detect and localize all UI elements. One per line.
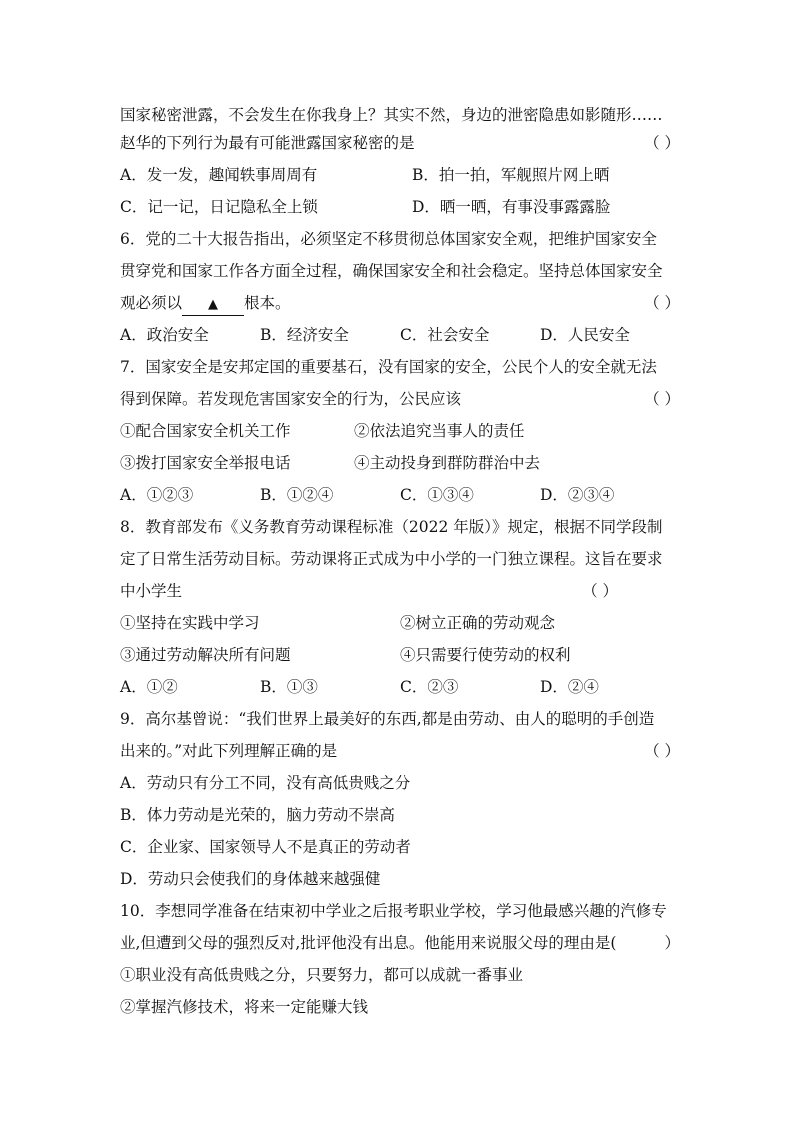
text: 6．党的二十大报告指出，必须坚定不移贯彻总体国家安全观，把维护国家安全 — [120, 230, 657, 248]
text: 观必须以 — [120, 294, 183, 312]
item-1: ①坚持在实践中学习 — [120, 614, 260, 632]
option-b: B．①③ — [260, 678, 318, 696]
q7-options — [120, 482, 680, 508]
q9-option-a — [120, 770, 680, 796]
q8-stem-line-2 — [120, 546, 680, 572]
q6-options — [120, 322, 680, 348]
option-b: B．拍一拍，军舰照片网上晒 — [412, 166, 610, 184]
option-b: B．经济安全 — [260, 326, 349, 344]
text: C．企业家、国家领导人不是真正的劳动者 — [120, 838, 411, 856]
item-3: ③拨打国家安全举报电话 — [120, 454, 291, 472]
q5-stem-line-2 — [120, 130, 680, 156]
text: B．体力劳动是光荣的，脑力劳动不崇高 — [120, 806, 395, 824]
q5-stem-line-1 — [120, 102, 680, 128]
text: 10．李想同学准备在结束初中学业之后报考职业学校，学习他最感兴趣的汽修专 — [120, 902, 667, 920]
text: 国家秘密泄露，不会发生在你我身上？其实不然，身边的泄密隐患如影随形…… — [120, 106, 663, 124]
text: 得到保障。若发现危害国家安全的行为，公民应该 — [120, 390, 462, 408]
answer-paren: （ ） — [644, 294, 680, 312]
item-1: ①配合国家安全机关工作 — [120, 422, 291, 440]
q8-stem-line-3 — [120, 578, 680, 604]
answer-paren-close: ） — [664, 934, 680, 952]
text: D．劳动只会使我们的身体越来越强健 — [120, 870, 381, 888]
option-a: A．政治安全 — [120, 326, 209, 344]
q7-stem-line-2 — [120, 386, 680, 412]
q6-stem-line-3 — [120, 290, 680, 316]
q5-options-row-1 — [120, 162, 680, 188]
q7-stem-line-1 — [120, 354, 680, 380]
item-3: ③通过劳动解决所有问题 — [120, 646, 291, 664]
q10-item-1 — [120, 962, 680, 988]
answer-paren: （ ） — [644, 742, 680, 760]
option-a: A．发一发，趣闻轶事周周有 — [120, 166, 318, 184]
q8-stem-line-1 — [120, 514, 680, 540]
q10-stem-line-1 — [120, 898, 680, 924]
text: 赵华的下列行为最有可能泄露国家秘密的是 — [120, 134, 415, 152]
q9-option-d — [120, 866, 680, 892]
q9-option-b — [120, 802, 680, 828]
text: 根本。 — [244, 294, 291, 312]
q5-options-row-2 — [120, 194, 680, 220]
answer-paren: （ ） — [644, 134, 680, 152]
answer-paren: （ ） — [582, 582, 618, 600]
text: 8．教育部发布《义务教育劳动课程标准（2022 年版）》规定，根据不同学段制 — [120, 518, 663, 536]
q8-items-row-1 — [120, 610, 680, 636]
q7-items-row-1 — [120, 418, 680, 444]
text: 9．高尔基曾说：“我们世界上最美好的东西,都是由劳动、由人的聪明的手创造 — [120, 710, 655, 728]
item-4: ④只需要行使劳动的权利 — [400, 646, 571, 664]
triangle-icon: ▲ — [208, 297, 219, 312]
option-d: D．晒一晒，有事没事露露脸 — [412, 198, 611, 216]
option-a: A．①②③ — [120, 486, 194, 504]
option-c: C．记一记，日记隐私全上锁 — [120, 198, 318, 216]
option-d: D．②④ — [540, 678, 599, 696]
text: 业,但遭到父母的强烈反对,批评他没有出息。他能用来说服父母的理由是( — [120, 934, 617, 952]
q8-items-row-2 — [120, 642, 680, 668]
option-c: C．②③ — [400, 678, 459, 696]
q6-stem-line-1 — [120, 226, 680, 252]
q8-options — [120, 674, 680, 700]
item-2: ②树立正确的劳动观念 — [400, 614, 556, 632]
text: 中小学生 — [120, 582, 183, 600]
q10-stem-line-2 — [120, 930, 680, 956]
option-b: B．①②④ — [260, 486, 334, 504]
text: 贯穿党和国家工作各方面全过程，确保国家安全和社会稳定。坚持总体国家安全 — [120, 262, 663, 280]
text: ①职业没有高低贵贱之分，只要努力，都可以成就一番事业 — [120, 966, 524, 984]
q10-item-2 — [120, 994, 680, 1020]
q9-stem-line-2 — [120, 738, 680, 764]
item-4: ④主动投身到群防群治中去 — [354, 454, 541, 472]
option-a: A．①② — [120, 678, 178, 696]
option-d: D．人民安全 — [540, 326, 630, 344]
q9-option-c — [120, 834, 680, 860]
option-c: C．社会安全 — [400, 326, 490, 344]
answer-paren: （ ） — [644, 390, 680, 408]
text: A．劳动只有分工不同，没有高低贵贱之分 — [120, 774, 411, 792]
q6-stem-line-2 — [120, 258, 680, 284]
q9-stem-line-1 — [120, 706, 680, 732]
fill-blank — [182, 293, 244, 316]
text: ②掌握汽修技术，将来一定能赚大钱 — [120, 998, 369, 1016]
q7-items-row-2 — [120, 450, 680, 476]
text: 定了日常生活劳动目标。劳动课将正式成为中小学的一门独立课程。这旨在要求 — [120, 550, 663, 568]
item-2: ②依法追究当事人的责任 — [354, 422, 525, 440]
option-d: D．②③④ — [540, 486, 615, 504]
text: 7．国家安全是安邦定国的重要基石，没有国家的安全，公民个人的安全就无法 — [120, 358, 657, 376]
text: 出来的。”对此下列理解正确的是 — [120, 742, 338, 760]
option-c: C．①③④ — [400, 486, 474, 504]
